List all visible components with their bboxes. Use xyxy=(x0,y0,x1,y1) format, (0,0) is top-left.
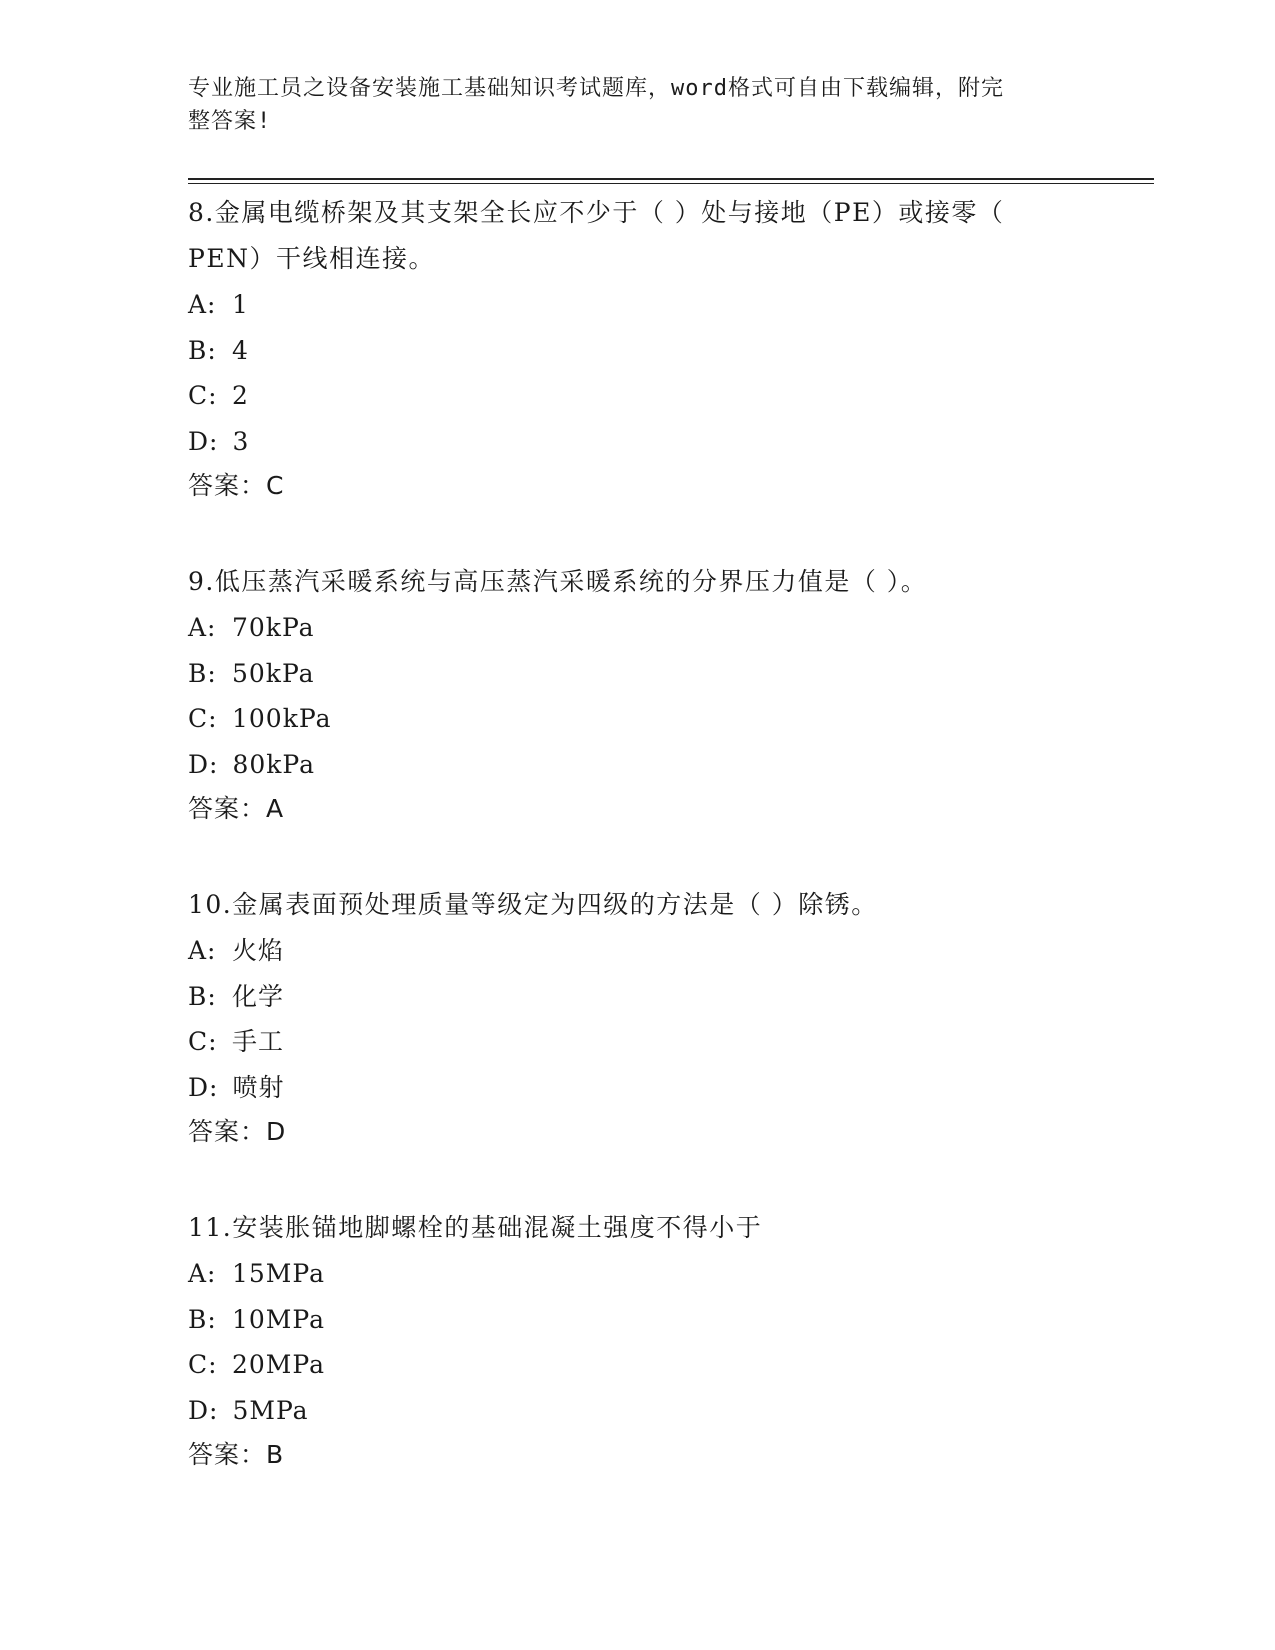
option-b: B: 50kPa xyxy=(188,658,315,688)
answer-line: 答案：D xyxy=(188,1117,287,1146)
answer-line: 答案：C xyxy=(188,471,285,500)
header-divider xyxy=(188,178,1154,184)
question-text-continued: PEN）干线相连接。 xyxy=(188,244,435,273)
question-text: 10.金属表面预处理质量等级定为四级的方法是（ ）除锈。 xyxy=(188,890,878,919)
question-text: 9.低压蒸汽采暖系统与高压蒸汽采暖系统的分界压力值是（ ）。 xyxy=(188,567,928,596)
question-text: 11.安装胀锚地脚螺栓的基础混凝土强度不得小于 xyxy=(188,1213,763,1242)
option-c: C: 100kPa xyxy=(188,704,332,733)
option-d: D: 80kPa xyxy=(188,749,316,779)
option-d: D: 3 xyxy=(188,426,250,456)
option-d: D: 喷射 xyxy=(188,1072,285,1102)
question-text: 8.金属电缆桥架及其支架全长应不少于（ ）处与接地（PE）或接零（ xyxy=(188,198,1005,227)
option-a: A: 1 xyxy=(188,290,249,319)
intro-line-2: 整答案! xyxy=(188,109,272,134)
document-header xyxy=(188,72,1068,138)
answer-line: 答案：A xyxy=(188,794,285,823)
question-10 xyxy=(188,882,1088,1154)
option-c: C: 2 xyxy=(188,381,249,410)
option-a: A: 火焰 xyxy=(188,936,285,965)
option-a: A: 70kPa xyxy=(188,613,315,642)
option-b: B: 4 xyxy=(188,335,249,365)
question-list xyxy=(188,190,1088,1528)
option-d: D: 5MPa xyxy=(188,1395,309,1425)
option-b: B: 10MPa xyxy=(188,1304,326,1334)
answer-line: 答案：B xyxy=(188,1440,285,1469)
question-8 xyxy=(188,190,1088,508)
question-9 xyxy=(188,559,1088,831)
question-11 xyxy=(188,1205,1088,1477)
intro-line-1: 专业施工员之设备安装施工基础知识考试题库，word格式可自由下载编辑，附完 xyxy=(188,76,1004,101)
option-b: B: 化学 xyxy=(188,981,285,1011)
option-a: A: 15MPa xyxy=(188,1259,326,1288)
option-c: C: 20MPa xyxy=(188,1350,326,1379)
option-c: C: 手工 xyxy=(188,1027,285,1056)
